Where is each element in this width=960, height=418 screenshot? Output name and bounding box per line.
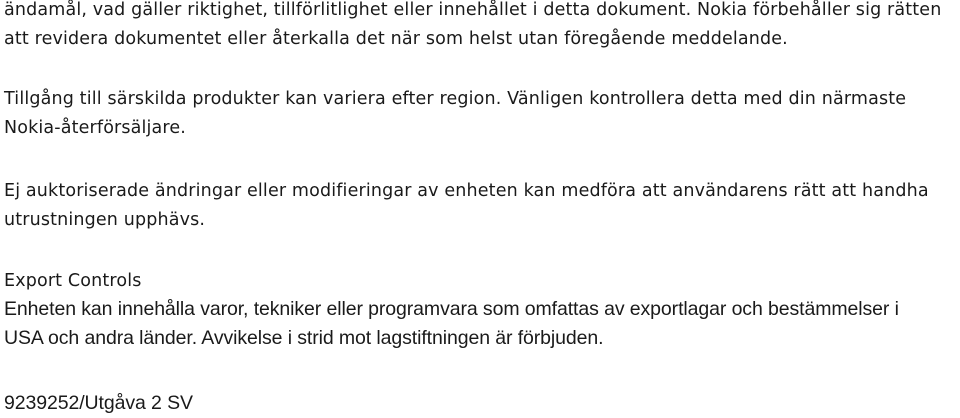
paragraph-3-line-2: utrustningen upphävs. [4, 210, 206, 230]
paragraph-2-line-1: Tillgång till särskilda produkter kan variera efter region. Vänligen kontrollera detta med din närmaste [4, 89, 907, 109]
footer-document-code: 9239252/Utgåva 2 SV [4, 392, 193, 414]
paragraph-4-line-1: Enheten kan innehålla varor, tekniker eller programvara som omfattas av exportlagar och bestämmelser i [4, 298, 899, 320]
paragraph-2-line-2: Nokia-återförsäljare. [4, 118, 187, 138]
export-controls-heading: Export Controls [4, 271, 142, 291]
paragraph-1-line-1: ändamål, vad gäller riktighet, tillförlitlighet eller innehållet i detta dokument. Nokia förbehåller sig rätten [4, 0, 942, 20]
paragraph-1-line-2: att revidera dokumentet eller återkalla det när som helst utan föregående meddelande. [4, 29, 788, 49]
paragraph-4-line-2: USA och andra länder. Avvikelse i strid mot lagstiftningen är förbjuden. [4, 327, 604, 349]
paragraph-3-line-1: Ej auktoriserade ändringar eller modifieringar av enheten kan medföra att användarens rätt att handha [4, 181, 929, 201]
